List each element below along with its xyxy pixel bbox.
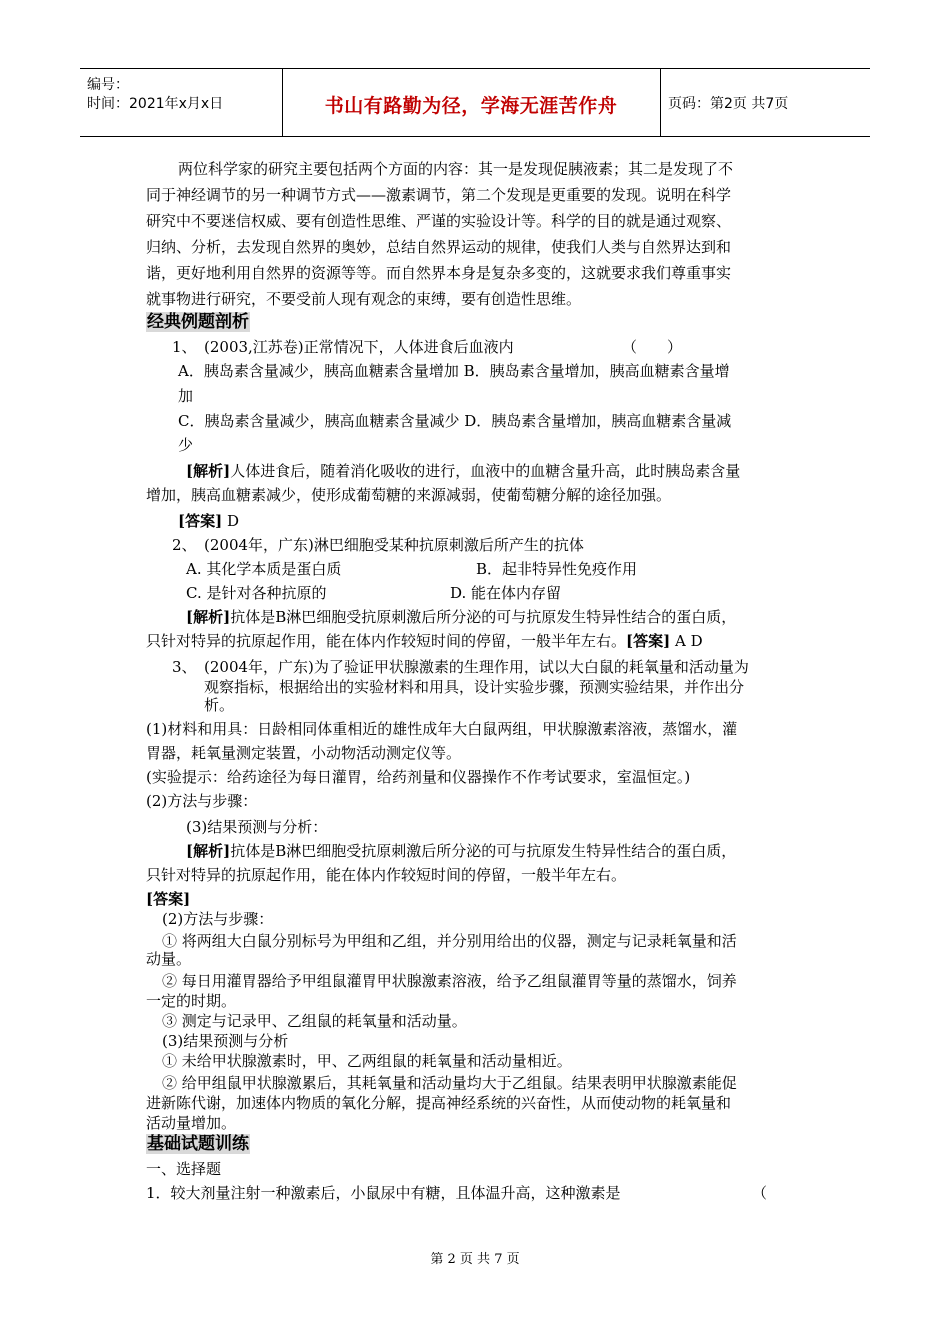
q3-answer-line: (3)结果预测与分析 [162,1032,289,1050]
q3-stem: 观察指标，根据给出的实验材料和用具，设计实验步骤，预测实验结果，并作出分 [204,678,745,696]
q2-analysis: 只针对特异的抗原起作用，能在体内作较短时间的停留，一般半年左右。[答案] A D [146,632,703,650]
q1-option-line: 加 [178,387,194,405]
q3-result: (3)结果预测与分析： [186,818,328,836]
doc-time: 时间：2021年x月x日 [87,96,224,112]
q1-option-line: A．胰岛素含量减少，胰高血糖素含量增加 B．胰岛素含量增加，胰高血糖素含量增 [178,362,730,380]
q3-answer-line: 活动量增加。 [146,1114,237,1132]
q1-answer: [答案] D [178,512,239,530]
section-heading: 基础试题训练 [147,1134,249,1154]
exercise-paren: （ [752,1184,768,1202]
q1-option-line: C．胰岛素含量减少，胰高血糖素含量减少 D．胰岛素含量增加，胰高血糖素含量减 [178,412,732,430]
q3-stem: 析。 [204,696,235,714]
q3-materials: 胃器，耗氧量测定装置，小动物活动测定仪等。 [146,744,462,762]
part-heading: 一、选择题 [146,1160,222,1178]
q3-analysis: 只针对特异的抗原起作用，能在体内作较短时间的停留，一般半年左右。 [146,866,627,884]
q2-option: B．起非特异性免疫作用 [476,560,638,578]
q1-stem: (2003,江苏卷)正常情况下，人体进食后血液内 [204,338,514,356]
q1-analysis: 增加，胰高血糖素减少，使形成葡萄糖的来源减弱，使葡萄糖分解的途径加强。 [146,486,672,504]
q1-analysis: [解析]人体进食后，随着消化吸收的进行，血液中的血糖含量升高，此时胰岛素含量 [186,462,741,480]
q3-answer-tag: [答案] [146,890,191,908]
intro-line: 谐，更好地利用自然界的资源等等。而自然界本身是复杂多变的，这就要求我们尊重事实 [146,264,732,282]
q3-answer-line: (2)方法与步骤： [162,910,274,928]
q3-answer-line: ① 将两组大白鼠分别标号为甲组和乙组，并分别用给出的仪器，测定与记录耗氧量和活 [162,932,737,950]
q3-answer-line: 进新陈代谢，加速体内物质的氧化分解，提高神经系统的兴奋性，从而使动物的耗氧量和 [146,1094,732,1112]
q3-hint: (实验提示：给药途径为每日灌胃，给药剂量和仪器操作不作考试要求，室温恒定。) [146,768,691,786]
q3-answer-line: 一定的时期。 [146,992,237,1010]
q2-option: D. 能在体内存留 [450,584,562,602]
q3-answer-line: ② 给甲组鼠甲状腺激累后，其耗氧量和活动量均大于乙组鼠。结果表明甲状腺激素能促 [162,1074,737,1092]
q3-analysis: [解析]抗体是B淋巴细胞受抗原刺激后所分泌的可与抗原发生特异性结合的蛋白质， [186,842,737,860]
doc-number: 编号： [87,77,129,93]
q3-answer-line: ③ 测定与记录甲、乙组鼠的耗氧量和活动量。 [162,1012,467,1030]
q2-option: C. 是针对各种抗原的 [186,584,327,602]
q1-paren: （ ） [622,338,683,356]
header-page-info: 页码：第2页 共7页 [668,96,789,112]
q2-analysis: [解析]抗体是B淋巴细胞受抗原刺激后所分泌的可与抗原发生特异性结合的蛋白质， [186,608,737,626]
q2-number: 2、 [172,536,197,554]
intro-line: 就事物进行研究，不要受前人现有观念的束缚，要有创造性思维。 [146,290,582,308]
intro-line: 同于神经调节的另一种调节方式——激素调节，第二个发现是更重要的发现。说明在科学 [146,186,732,204]
intro-line: 两位科学家的研究主要包括两个方面的内容：其一是发现促胰液素；其二是发现了不 [178,160,734,178]
exercise-stem: 1．较大剂量注射一种激素后，小鼠尿中有糖，且体温升高，这种激素是 [146,1184,621,1202]
page-footer: 第 2 页 共 7 页 [430,1252,520,1267]
q3-method: (2)方法与步骤： [146,792,258,810]
q3-answer-line: 动量。 [146,950,192,968]
q3-answer-line: ② 每日用灌胃器给予甲组鼠灌胃甲状腺激素溶液，给予乙组鼠灌胃等量的蒸馏水，饲养 [162,972,737,990]
q3-answer-line: ① 未给甲状腺激素时，甲、乙两组鼠的耗氧量和活动量相近。 [162,1052,572,1070]
q3-materials: (1)材料和用具：日龄相同体重相近的雄性成年大白鼠两组，甲状腺激素溶液，蒸馏水，灌 [146,720,738,738]
header-divider [660,69,661,136]
q3-stem: (2004年，广东)为了验证甲状腺激素的生理作用，试以大白鼠的耗氧量和活动量为 [204,658,749,676]
q2-option: A. 其化学本质是蛋白质 [186,560,342,578]
q2-stem: (2004年，广东)淋巴细胞受某种抗原刺激后所产生的抗体 [204,536,584,554]
section-heading: 经典例题剖析 [147,312,249,332]
intro-line: 研究中不要迷信权威、要有创造性思维、严谨的实验设计等。科学的目的就是通过观察、 [146,212,732,230]
q1-number: 1、 [172,338,197,356]
q1-option-line: 少 [178,436,194,454]
page-header [80,68,870,137]
q3-number: 3、 [172,658,197,676]
intro-line: 归纳、分析，去发现自然界的奥妙，总结自然界运动的规律，使我们人类与自然界达到和 [146,238,732,256]
header-motto: 书山有路勤为径，学海无涯苦作舟 [324,95,618,117]
